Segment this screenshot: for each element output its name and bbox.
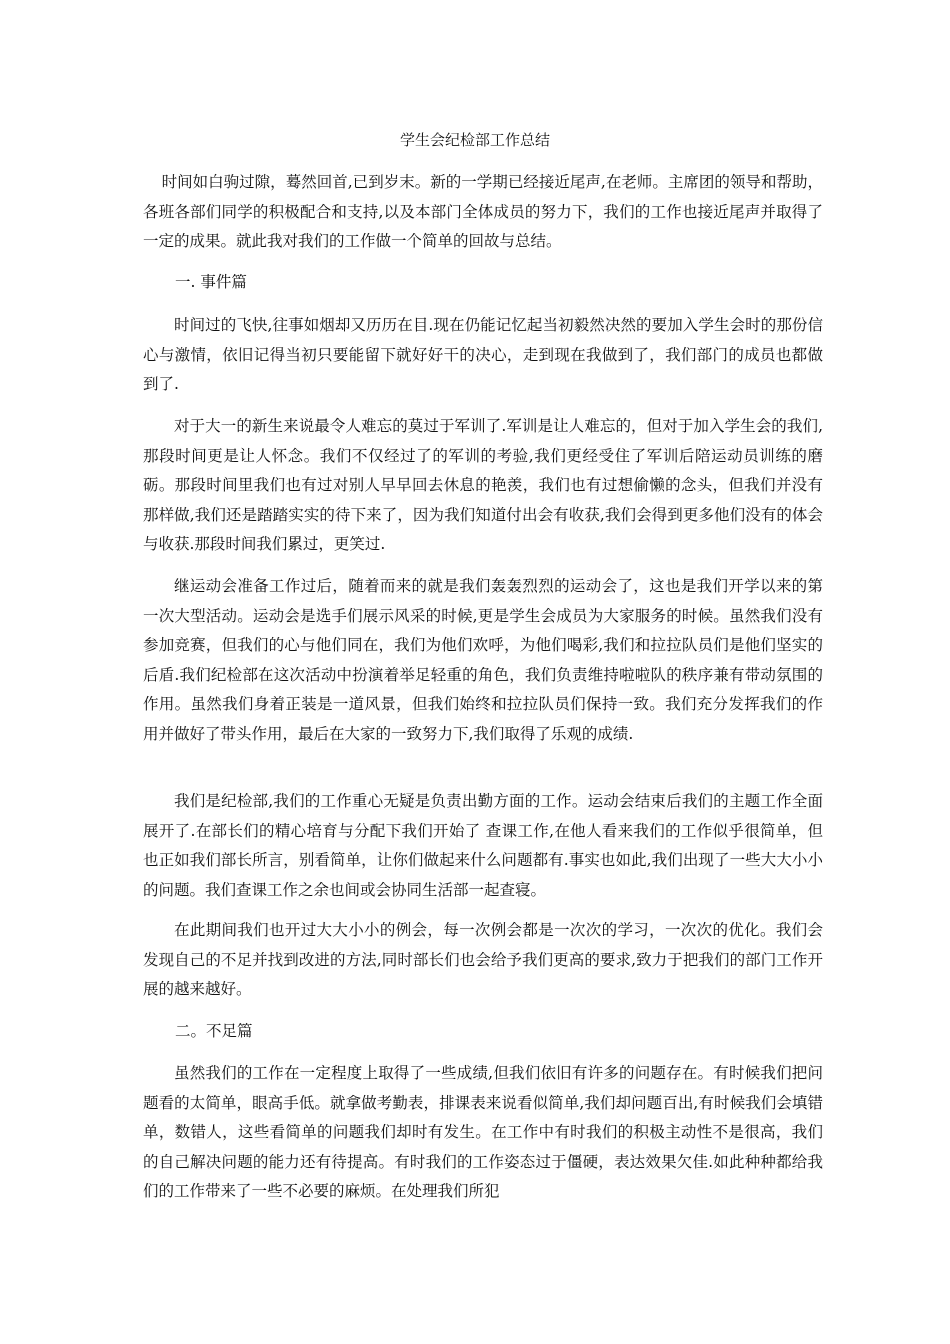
section-heading-shortcomings: 二。不足篇 <box>175 1022 253 1040</box>
paragraph-intro: 时间如白驹过隙，蓦然回首,已到岁末。新的一学期已经接近尾声,在老师。主席团的领导和帮助，各班各部们同学的积极配合和支持,以及本部门全体成员的努力下，我们的工作也接近尾声并取得了一定的成果。就此我对我们的工作做一个简单的回故与总结。 <box>143 173 823 250</box>
paragraph-events-4: 我们是纪检部,我们的工作重心无疑是负责出勤方面的工作。运动会结束后我们的主题工作全面展开了.在部长们的精心培育与分配下我们开始了 查课工作,在他人看来我们的工作似乎很简单，但也正如我们部长所言，别看简单，让你们做起来什么问题都有.事实也如此,我们出现了一些大大小小的问题。我们查课工作之余也间或会协同生活部一起查寝。 <box>143 792 823 899</box>
document-title: 学生会纪检部工作总结 <box>399 131 550 149</box>
paragraph-shortcomings-1: 虽然我们的工作在一定程度上取得了一些成绩,但我们依旧有许多的问题存在。有时候我们把问题看的太简单，眼高手低。就拿做考勤表，排课表来说看似简单,我们却问题百出,有时候我们会填错单，数错人，这些看简单的问题我们却时有发生。在工作中有时我们的积极主动性不是很高，我们的自己解决问题的能力还有待提高。有时我们的工作姿态过于僵硬，表达效果欠佳.如此种种都给我们的工作带来了一些不必要的麻烦。在处理我们所犯 <box>143 1064 823 1200</box>
paragraph-events-5: 在此期间我们也开过大大小小的例会，每一次例会都是一次次的学习，一次次的优化。我们会发现自己的不足并找到改进的方法,同时部长们也会给予我们更高的要求,致力于把我们的部门工作开展的越来越好。 <box>143 921 823 998</box>
section-heading-events: 一. 事件篇 <box>175 273 247 291</box>
paragraph-events-2: 对于大一的新生来说最令人难忘的莫过于军训了.军训是让人难忘的，但对于加入学生会的我们,那段时间更是让人怀念。我们不仅经过了的军训的考验,我们更经受住了军训后陪运动员训练的磨砺。那段时间里我们也有过对别人早早回去休息的艳羡，我们也有过想偷懒的念头，但我们并没有那样做,我们还是踏踏实实的待下来了，因为我们知道付出会有收获,我们会得到更多他们没有的体会与收获.那段时间我们累过，更笑过. <box>143 417 823 553</box>
paragraph-events-3: 继运动会准备工作过后，随着而来的就是我们轰轰烈烈的运动会了，这也是我们开学以来的第一次大型活动。运动会是选手们展示风采的时候,更是学生会成员为大家服务的时候。虽然我们没有参加竞赛，但我们的心与他们同在，我们为他们欢呼，为他们喝彩,我们和拉拉队员们是他们坚实的后盾.我们纪检部在这次活动中扮演着举足轻重的角色，我们负责维持啦啦队的秩序兼有带动氛围的作用。虽然我们身着正装是一道风景，但我们始终和拉拉队员们保持一致。我们充分发挥我们的作用并做好了带头作用，最后在大家的一致努力下,我们取得了乐观的成绩. <box>143 577 823 743</box>
paragraph-events-1: 时间过的飞快,往事如烟却又历历在目.现在仍能记忆起当初毅然决然的要加入学生会时的那份信心与激情，依旧记得当初只要能留下就好好干的决心，走到现在我做到了，我们部门的成员也都做到了. <box>143 316 823 393</box>
